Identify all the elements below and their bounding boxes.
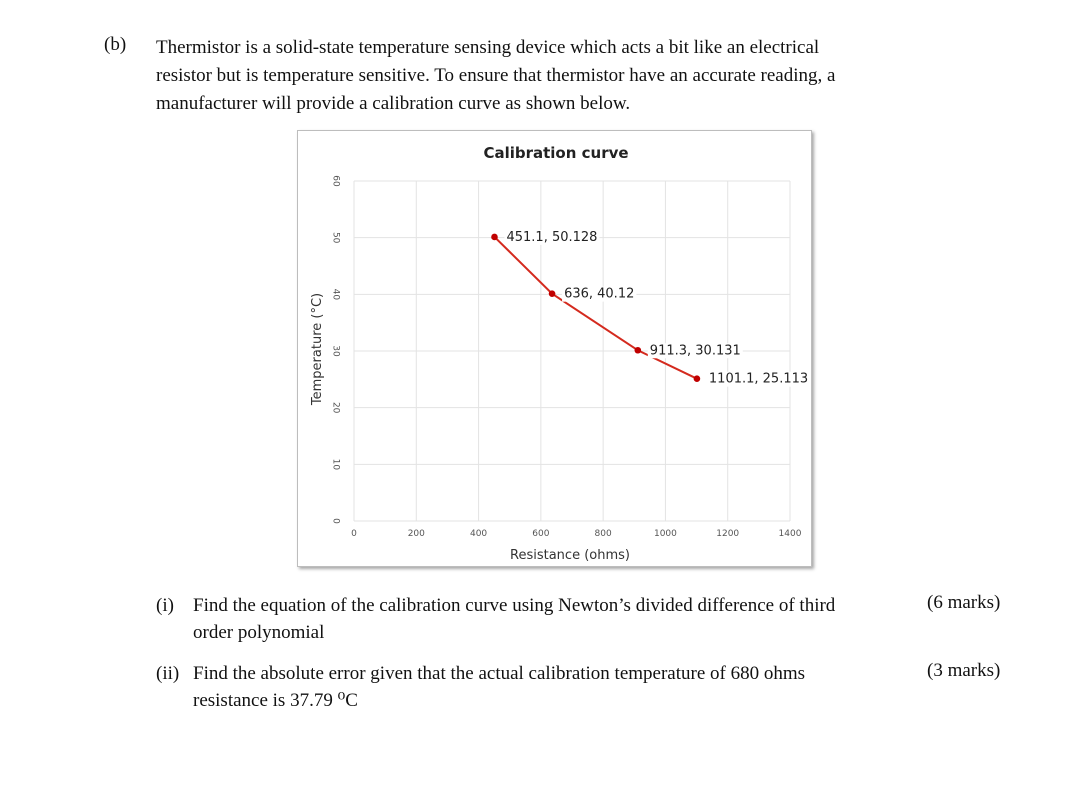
y-tick-label: 10 [330, 458, 341, 471]
y-tick-label: 0 [330, 518, 341, 524]
data-label: 911.3, 30.131 [649, 343, 741, 359]
y-tick-label: 50 [330, 231, 341, 244]
y-tick-label: 30 [330, 345, 341, 357]
x-tick-label: 800 [594, 529, 612, 539]
question-number: (ii) [156, 663, 180, 684]
chart-svg [298, 131, 811, 566]
y-axis-label: Temperature (°C) [310, 292, 325, 406]
x-tick-label: 600 [532, 529, 550, 539]
intro-line: Thermistor is a solid-state temperature sensing device which acts a bit like an electrical [156, 37, 820, 58]
x-tick-label: 1400 [778, 529, 802, 539]
data-point [635, 347, 642, 354]
data-point [491, 234, 498, 241]
data-point [549, 290, 556, 297]
data-label: 636, 40.12 [564, 286, 635, 302]
question-ii [156, 660, 916, 720]
chart-title: Calibration curve [483, 144, 629, 162]
question-text-line: order polynomial [193, 622, 325, 643]
data-point [694, 375, 701, 382]
marks-label: (6 marks) [927, 592, 1001, 613]
question-text-line: resistance is 37.79 ⁰C [193, 690, 358, 711]
question-intro [156, 34, 936, 118]
question-text-line: Find the absolute error given that the actual calibration temperature of 680 ohms [193, 663, 806, 684]
y-tick-label: 40 [330, 288, 341, 301]
x-axis-label: Resistance (ohms) [510, 548, 630, 563]
data-label: 451.1, 50.128 [506, 229, 598, 245]
calibration-chart [297, 130, 812, 567]
data-label: 1101.1, 25.113 [708, 371, 809, 387]
y-tick-label: 60 [330, 175, 341, 187]
x-tick-label: 400 [469, 529, 488, 539]
question-text-line: Find the equation of the calibration curve using Newton’s divided difference of third [193, 595, 836, 616]
question-i [156, 592, 916, 652]
question-number: (i) [156, 595, 174, 616]
x-tick-label: 1200 [716, 529, 740, 539]
x-tick-label: 1000 [653, 529, 677, 539]
intro-line: resistor but is temperature sensitive. To ensure that thermistor have an accurate reading, a [156, 65, 836, 86]
x-tick-label: 0 [351, 529, 357, 539]
part-label: (b) [104, 34, 127, 55]
intro-line: manufacturer will provide a calibration curve as shown below. [156, 93, 631, 114]
x-tick-label: 200 [407, 529, 425, 539]
y-tick-label: 20 [330, 401, 341, 414]
marks-label: (3 marks) [927, 660, 1001, 681]
